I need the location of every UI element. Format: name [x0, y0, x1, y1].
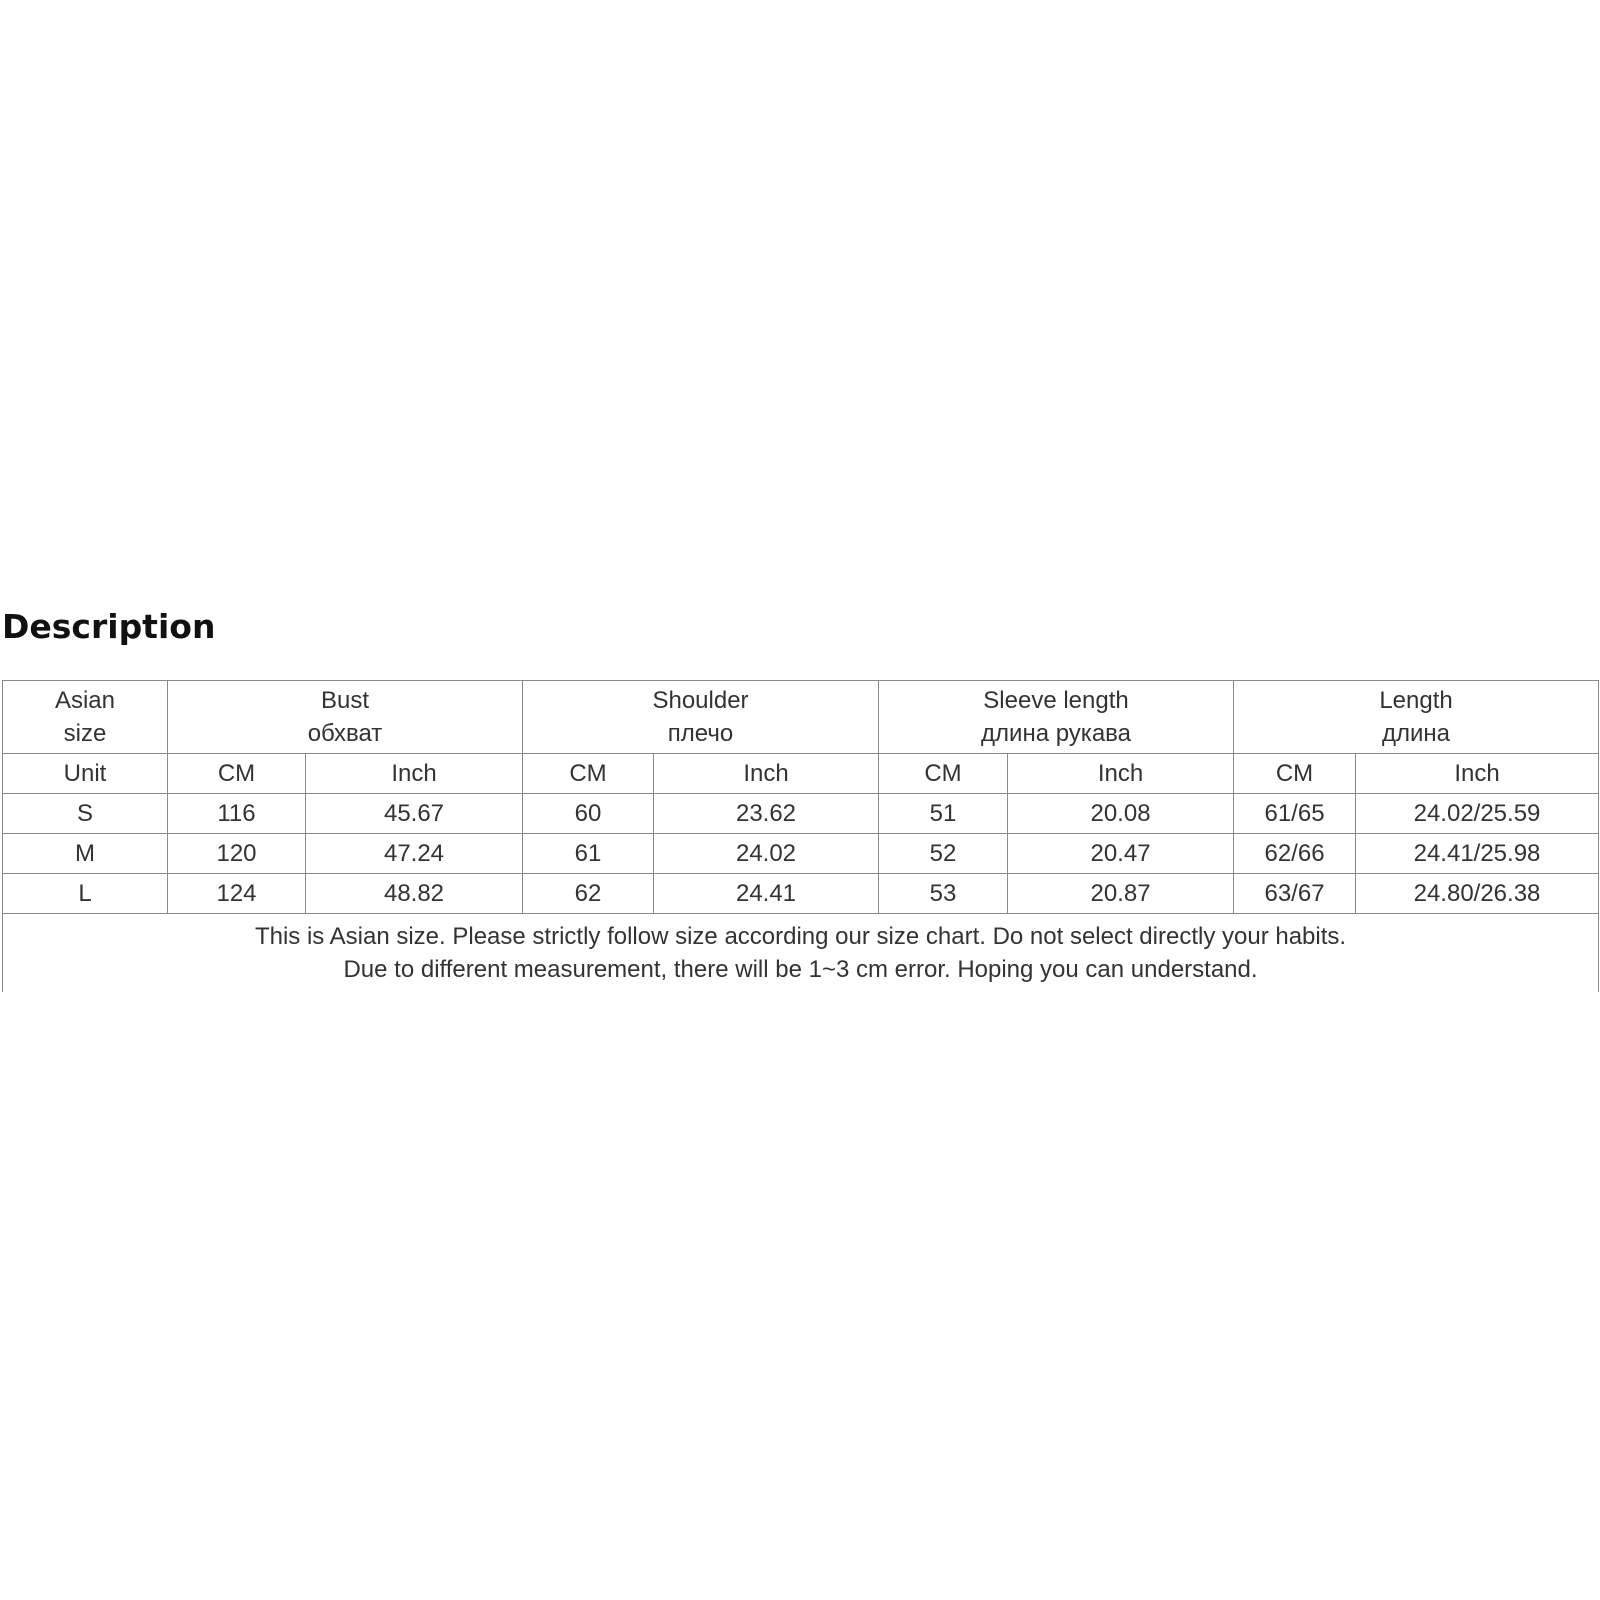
- header-bust-ru: обхват: [307, 720, 383, 747]
- header-bust: [168, 681, 523, 754]
- table-cell: 124: [168, 874, 306, 914]
- header-asian-size-line-2: size: [63, 720, 107, 747]
- table-cell: 53: [879, 874, 1008, 914]
- header-shoulder: [523, 681, 879, 754]
- header-length-en: Length: [1379, 687, 1453, 714]
- table-cell: 24.80/26.38: [1356, 874, 1599, 914]
- unit-cell: Unit: [3, 754, 168, 794]
- unit-cell: Inch: [1356, 754, 1599, 794]
- unit-cell: CM: [523, 754, 654, 794]
- unit-cell: CM: [879, 754, 1008, 794]
- table-cell: 116: [168, 794, 306, 834]
- table-cell: 61/65: [1234, 794, 1356, 834]
- table-cell: 24.41: [654, 874, 879, 914]
- header-shoulder-en: Shoulder: [652, 687, 749, 714]
- table-cell: 48.82: [306, 874, 523, 914]
- header-asian-size: [3, 681, 168, 754]
- table-cell: 60: [523, 794, 654, 834]
- header-sleeve-length-en: Sleeve length: [983, 687, 1129, 714]
- size-note-line-2: Due to different measurement, there will be 1~3 cm error. Hoping you can understand.: [343, 956, 1258, 983]
- table-row: [3, 794, 1599, 834]
- table-cell: 24.41/25.98: [1356, 834, 1599, 874]
- table-row: [3, 874, 1599, 914]
- unit-cell: Inch: [654, 754, 879, 794]
- table-cell: S: [3, 794, 168, 834]
- table-note-row: [3, 914, 1599, 993]
- table-cell: M: [3, 834, 168, 874]
- size-note-line-1: This is Asian size. Please strictly follow size according our size chart. Do not select directly your habits.: [254, 923, 1347, 950]
- header-length-ru: длина: [1382, 720, 1451, 747]
- table-cell: 62/66: [1234, 834, 1356, 874]
- table-cell: L: [3, 874, 168, 914]
- unit-cell: CM: [1234, 754, 1356, 794]
- table-cell: 63/67: [1234, 874, 1356, 914]
- table-header-row: [3, 681, 1599, 754]
- table-cell: 24.02: [654, 834, 879, 874]
- table-cell: 45.67: [306, 794, 523, 834]
- header-bust-en: Bust: [320, 687, 370, 714]
- table-cell: 24.02/25.59: [1356, 794, 1599, 834]
- page-title: Description: [2, 607, 216, 646]
- table-cell: 120: [168, 834, 306, 874]
- header-sleeve-length: [879, 681, 1234, 754]
- table-cell: 20.87: [1008, 874, 1234, 914]
- header-shoulder-ru: плечо: [667, 720, 734, 747]
- size-note: [3, 914, 1599, 993]
- table-cell: 47.24: [306, 834, 523, 874]
- size-chart-table: [2, 680, 1599, 992]
- table-row: [3, 834, 1599, 874]
- unit-cell: Inch: [306, 754, 523, 794]
- table-cell: 20.08: [1008, 794, 1234, 834]
- header-length: [1234, 681, 1599, 754]
- table-cell: 52: [879, 834, 1008, 874]
- header-asian-size-line-1: Asian: [54, 687, 116, 714]
- unit-cell: Inch: [1008, 754, 1234, 794]
- table-unit-row: [3, 754, 1599, 794]
- table-cell: 51: [879, 794, 1008, 834]
- table-cell: 62: [523, 874, 654, 914]
- table-cell: 20.47: [1008, 834, 1234, 874]
- unit-cell: CM: [168, 754, 306, 794]
- table-cell: 23.62: [654, 794, 879, 834]
- header-sleeve-length-ru: длина рукава: [981, 720, 1131, 747]
- table-cell: 61: [523, 834, 654, 874]
